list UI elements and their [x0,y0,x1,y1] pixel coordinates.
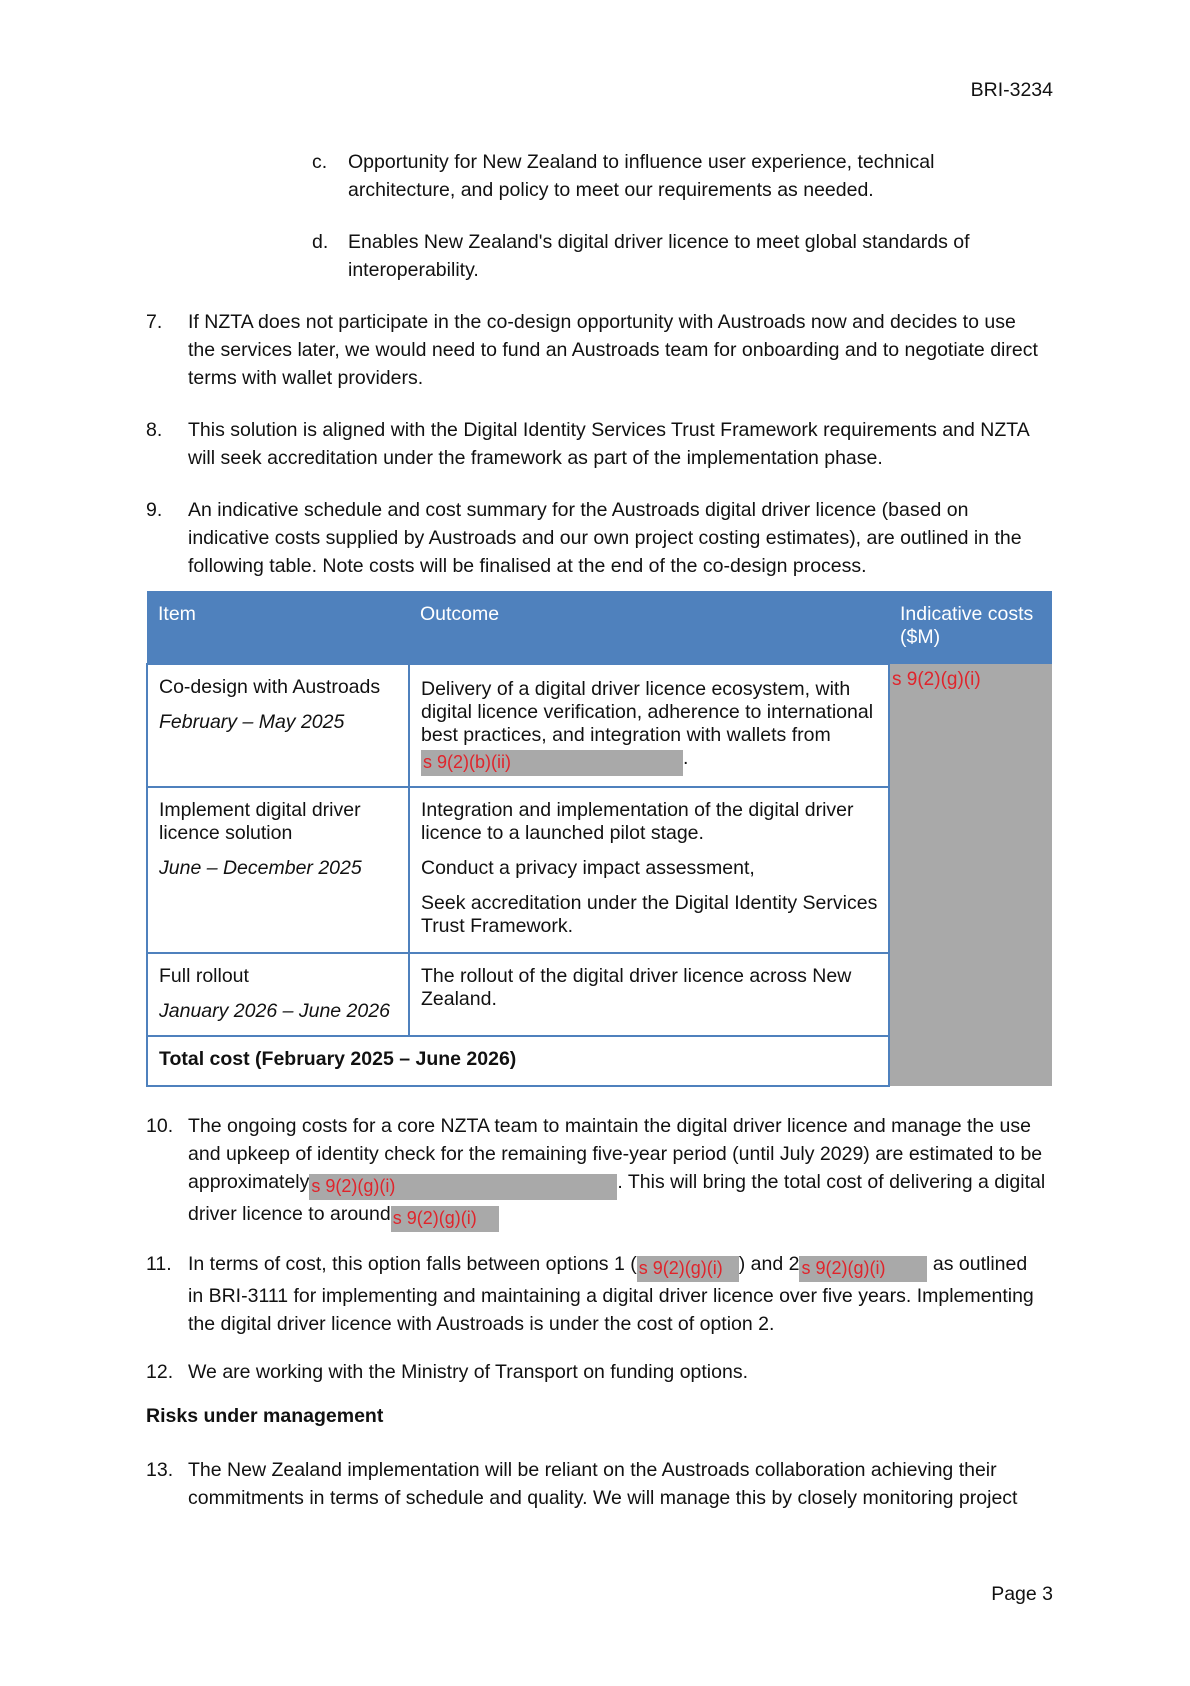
paragraph-text: The New Zealand implementation will be reliant on the Austroads collaboration achieving their commitments in terms of schedule and quality. We will manage this by closely monitoring project [188,1459,1018,1509]
table-row [147,664,1052,787]
paragraph-12 [146,1358,1046,1386]
list-item-c [312,148,992,204]
paragraph-10 [146,1112,1046,1232]
paragraph-13 [146,1456,1046,1512]
column-header-item: Item [147,591,409,664]
column-header-outcome: Outcome [409,591,889,664]
outcome-cell [409,787,889,953]
paragraph-text-part: . This will bring the total cost of delivering a digital driver licence to around [188,1171,1046,1225]
cost-redaction-cell [889,664,1052,1086]
paragraph-number: 7. [146,311,163,333]
paragraph-number: 9. [146,499,163,521]
redaction-label: s 9(2)(g)(i) [892,669,981,690]
redaction-block: s 9(2)(g)(i) [309,1174,617,1200]
outcome-text: Delivery of a digital driver licence ecosystem, with digital licence verification, adherence to international best practices, and integration with wallets from [421,678,874,746]
paragraph-11 [146,1250,1046,1338]
paragraph-7 [146,308,1046,392]
item-period: February – May 2025 [159,711,345,733]
list-label: d. [312,231,329,253]
list-item-d [312,228,992,284]
redaction-block: s 9(2)(g)(i) [637,1256,739,1282]
paragraph-text-part: as outlined in BRI-3111 for implementing and maintaining a digital driver licence over five years. Implementing the digital driver licence with Austroads is under the cost of option 2. [188,1253,1034,1335]
paragraph-text: An indicative schedule and cost summary for the Austroads digital driver licence (based on indicative costs supplied by Austroads and our own project costing estimates), are outlined in the following table. Note costs will be finalised at the end of the co-design process. [188,499,1022,577]
outcome-text: Seek accreditation under the Digital Identity Services Trust Framework. [421,892,878,937]
paragraph-number: 13. [146,1459,174,1481]
item-name: Implement digital driver licence solution [159,799,361,844]
outcome-text: The rollout of the digital driver licence across New Zealand. [421,965,852,1010]
paragraph-text: We are working with the Ministry of Transport on funding options. [188,1361,748,1383]
paragraph-text-part: ) and 2 [738,1253,800,1275]
paragraph-text [188,1250,1046,1338]
total-cost-label: Total cost (February 2025 – June 2026) [147,1036,889,1086]
item-period: June – December 2025 [159,857,362,879]
redaction-block: s 9(2)(g)(i) [799,1256,927,1282]
document-reference: BRI-3234 [970,79,1053,101]
column-header-costs: Indicative costs ($M) [889,591,1052,664]
paragraph-text: This solution is aligned with the Digital Identity Services Trust Framework requirements and NZTA will seek accreditation under the framework as part of the implementation phase. [188,419,1029,469]
list-text: Enables New Zealand's digital driver licence to meet global standards of interoperability. [348,231,970,281]
paragraph-number: 10. [146,1115,174,1137]
paragraph-9 [146,496,1046,580]
redaction-block: s 9(2)(g)(i) [391,1206,499,1232]
page-number: Page 3 [991,1583,1053,1605]
cost-schedule-table [146,591,1052,1087]
outcome-text: Conduct a privacy impact assessment, [421,857,755,879]
item-cell [147,664,409,787]
redaction-block: s 9(2)(b)(ii) [421,750,683,776]
section-heading: Risks under management [146,1405,384,1427]
item-cell [147,953,409,1036]
item-period: January 2026 – June 2026 [159,1000,390,1022]
list-text: Opportunity for New Zealand to influence user experience, technical architecture, and policy to meet our requirements as needed. [348,151,935,201]
item-cell [147,787,409,953]
item-name: Full rollout [159,965,249,987]
paragraph-number: 12. [146,1361,174,1383]
item-name: Co-design with Austroads [159,676,381,698]
paragraph-text: If NZTA does not participate in the co-design opportunity with Austroads now and decides to use the services later, we would need to fund an Austroads team for onboarding and to negotiate direct terms with wallet providers. [188,311,1038,389]
table-header-row [147,591,1052,664]
paragraph-number: 8. [146,419,163,441]
outcome-text: Integration and implementation of the digital driver licence to a launched pilot stage. [421,799,854,844]
paragraph-text [188,1112,1046,1232]
paragraph-number: 11. [146,1253,172,1275]
outcome-cell [409,953,889,1036]
outcome-end: . [683,747,689,769]
paragraph-text-part: The ongoing costs for a core NZTA team to maintain the digital driver licence and manage the use and upkeep of identity check for the remaining five-year period (until July 2029) are estimated to be approximately [188,1115,1043,1193]
paragraph-8 [146,416,1046,472]
list-label: c. [312,151,328,173]
outcome-cell [409,664,889,787]
paragraph-text-part: In terms of cost, this option falls between options 1 ( [188,1253,637,1275]
